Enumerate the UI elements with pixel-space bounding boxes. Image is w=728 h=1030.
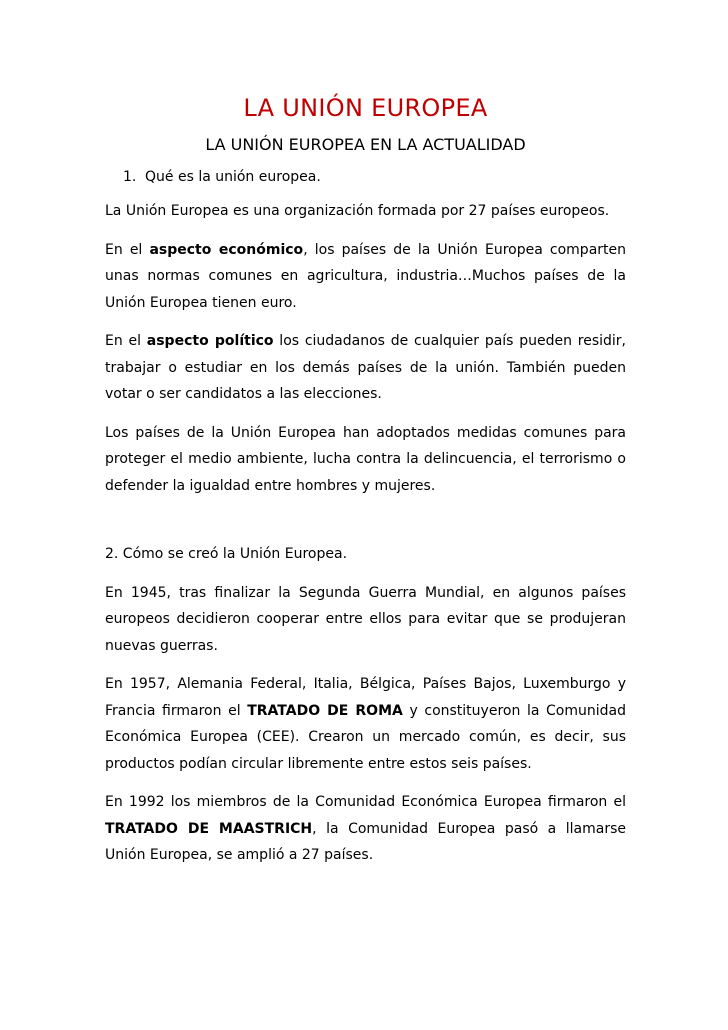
paragraph-economic-post: , los países de la Unión Europea comparten unas normas comunes en agricultura, industria…Muchos países de la Unión Europea tienen euro.	[105, 241, 627, 311]
paragraph-1945: En 1945, tras finalizar la Segunda Guerra Mundial, en algunos países europeos decidieron cooperar entre ellos para evitar que se produjeran nuevas guerras.	[105, 584, 626, 654]
paragraph-political-post: los ciudadanos de cualquier país pueden residir, trabajar o estudiar en los demás países de la unión. También pueden votar o ser candidatos a las elecciones.	[105, 333, 626, 402]
treaty-rome: TRATADO DE ROMA	[247, 702, 403, 719]
paragraph-economic	[105, 237, 626, 317]
paragraph-economic-bold: aspecto económico	[149, 241, 304, 258]
paragraph-environment: Los países de la Unión Europea han adoptados medidas comunes para proteger el medio ambiente, lucha contra la delincuencia, el terrorismo o defender la igualdad entre hombres y mujeres.	[105, 424, 626, 494]
treaty-maastricht: TRATADO DE MAASTRICH	[105, 820, 313, 837]
paragraph-intro: La Unión Europea es una organización formada por 27 países europeos.	[105, 203, 610, 219]
paragraph-1957	[105, 671, 626, 777]
paragraph-1992-pre: En 1992 los miembros de la Comunidad Económica Europea firmaron el	[105, 794, 626, 810]
paragraph-economic-pre: En el	[105, 241, 150, 258]
paragraph-1992-post: , la Comunidad Europea pasó a llamarse Unión Europea, se amplió a 27 países.	[105, 820, 627, 863]
question-1-number: 1.	[123, 169, 137, 185]
document-title: LA UNIÓN EUROPEA	[243, 94, 488, 122]
paragraph-1992	[105, 789, 626, 869]
question-2-heading: 2. Cómo se creó la Unión Europea.	[105, 546, 348, 562]
document-page	[105, 90, 626, 869]
paragraph-1957-pre: En 1957, Alemania Federal, Italia, Bélgica, Países Bajos, Luxemburgo y Francia firmaron el	[105, 676, 626, 719]
document-subtitle: LA UNIÓN EUROPEA EN LA ACTUALIDAD	[205, 135, 526, 154]
paragraph-political-pre: En el	[105, 333, 147, 349]
paragraph-1957-post: y constituyeron la Comunidad Económica Europea (CEE). Crearon un mercado común, es decir, sus productos podían circular libremente entre estos seis países.	[105, 702, 627, 772]
paragraph-political-bold: aspecto político	[146, 333, 274, 349]
question-1-heading	[123, 164, 626, 190]
paragraph-political	[105, 328, 626, 408]
question-1-text: Qué es la unión europea.	[145, 169, 321, 185]
